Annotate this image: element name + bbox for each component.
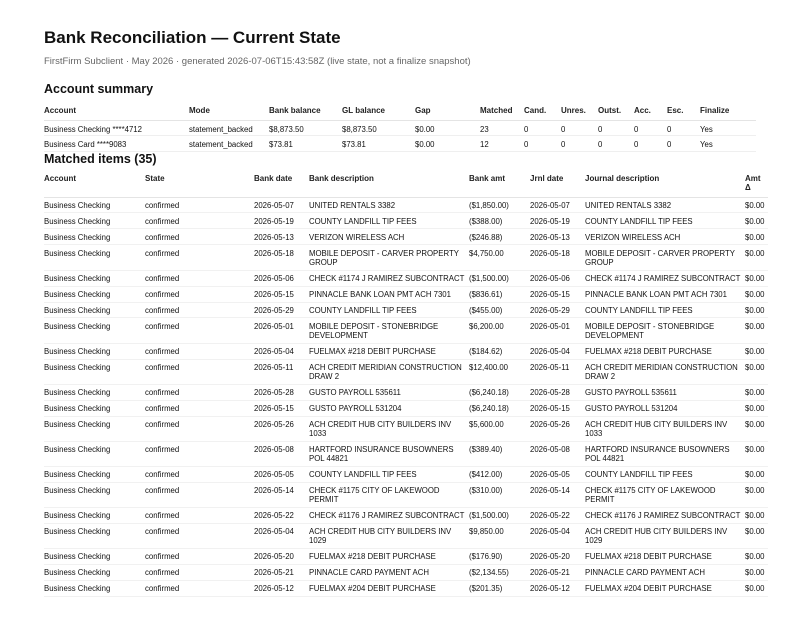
table-cell: 23 xyxy=(480,120,524,136)
table-cell: ACH CREDIT MERIDIAN CONSTRUCTION DRAW 2 xyxy=(585,359,745,384)
table-cell: CHECK #1175 CITY OF LAKEWOOD PERMIT xyxy=(309,482,469,507)
table-cell: COUNTY LANDFILL TIP FEES xyxy=(585,302,745,318)
table-cell: confirmed xyxy=(145,359,254,384)
table-cell: PINNACLE BANK LOAN PMT ACH 7301 xyxy=(585,286,745,302)
table-cell: FUELMAX #218 DEBIT PURCHASE xyxy=(585,549,745,565)
table-cell: UNITED RENTALS 3382 xyxy=(309,197,469,213)
table-cell: 2026-05-11 xyxy=(254,359,309,384)
table-cell: statement_backed xyxy=(189,136,269,152)
table-cell: 2026-05-19 xyxy=(530,213,585,229)
table-cell: Business Checking xyxy=(44,318,145,343)
table-row xyxy=(44,245,768,270)
table-cell: $0.00 xyxy=(745,270,768,286)
table-cell: ($184.62) xyxy=(469,343,530,359)
column-header: Esc. xyxy=(667,106,700,120)
table-cell: ($836.61) xyxy=(469,286,530,302)
column-header: Amt Δ xyxy=(745,174,768,198)
table-cell: confirmed xyxy=(145,343,254,359)
table-cell: 2026-05-05 xyxy=(254,467,309,483)
table-cell: GUSTO PAYROLL 531204 xyxy=(309,400,469,416)
summary-table xyxy=(44,106,756,152)
table-cell: $0.00 xyxy=(745,508,768,524)
column-header: Bank amt xyxy=(469,174,530,198)
table-cell: $0.00 xyxy=(745,441,768,466)
table-cell: 0 xyxy=(598,136,634,152)
table-cell: MOBILE DEPOSIT - STONEBRIDGE DEVELOPMENT xyxy=(585,318,745,343)
table-cell: COUNTY LANDFILL TIP FEES xyxy=(309,302,469,318)
table-cell: confirmed xyxy=(145,270,254,286)
table-cell: 2026-05-01 xyxy=(530,318,585,343)
table-cell: 2026-05-20 xyxy=(530,549,585,565)
table-cell: COUNTY LANDFILL TIP FEES xyxy=(585,213,745,229)
table-cell: ACH CREDIT HUB CITY BUILDERS INV 1033 xyxy=(309,416,469,441)
table-cell: GUSTO PAYROLL 535611 xyxy=(309,384,469,400)
table-cell: $0.00 xyxy=(745,565,768,581)
table-cell: Business Checking xyxy=(44,359,145,384)
table-cell: $0.00 xyxy=(745,318,768,343)
column-header: Cand. xyxy=(524,106,561,120)
table-cell: FUELMAX #204 DEBIT PURCHASE xyxy=(309,581,469,597)
table-cell: FUELMAX #204 DEBIT PURCHASE xyxy=(585,581,745,597)
table-row xyxy=(44,581,768,597)
table-row xyxy=(44,565,768,581)
table-row xyxy=(44,508,768,524)
table-cell: 2026-05-20 xyxy=(254,549,309,565)
table-cell: confirmed xyxy=(145,581,254,597)
table-cell: 2026-05-15 xyxy=(530,400,585,416)
table-cell: 2026-05-28 xyxy=(254,384,309,400)
table-cell: COUNTY LANDFILL TIP FEES xyxy=(309,213,469,229)
table-cell: $0.00 xyxy=(745,467,768,483)
table-cell: ($176.90) xyxy=(469,549,530,565)
table-cell: $0.00 xyxy=(745,245,768,270)
table-cell: Business Checking xyxy=(44,286,145,302)
table-cell: 2026-05-29 xyxy=(530,302,585,318)
column-header: GL balance xyxy=(342,106,415,120)
table-cell: 2026-05-22 xyxy=(530,508,585,524)
column-header: Journal description xyxy=(585,174,745,198)
table-cell: Business Checking xyxy=(44,549,145,565)
table-cell: 0 xyxy=(524,120,561,136)
table-row xyxy=(44,120,756,136)
table-cell: $0.00 xyxy=(745,482,768,507)
matched-table xyxy=(44,174,768,598)
table-cell: ($6,240.18) xyxy=(469,384,530,400)
table-cell: $0.00 xyxy=(745,549,768,565)
table-cell: ($201.35) xyxy=(469,581,530,597)
table-cell: 0 xyxy=(667,120,700,136)
table-cell: 2026-05-26 xyxy=(530,416,585,441)
matched-heading: Matched items (35) xyxy=(44,151,157,166)
table-cell: Business Checking xyxy=(44,213,145,229)
table-cell: $0.00 xyxy=(745,359,768,384)
table-cell: 2026-05-01 xyxy=(254,318,309,343)
column-header: Bank balance xyxy=(269,106,342,120)
table-cell: 12 xyxy=(480,136,524,152)
table-cell: confirmed xyxy=(145,482,254,507)
table-row xyxy=(44,467,768,483)
table-cell: 2026-05-21 xyxy=(254,565,309,581)
table-cell: Business Checking xyxy=(44,524,145,549)
table-cell: UNITED RENTALS 3382 xyxy=(585,197,745,213)
table-row xyxy=(44,213,768,229)
table-cell: ($6,240.18) xyxy=(469,400,530,416)
table-cell: confirmed xyxy=(145,565,254,581)
table-cell: ($1,500.00) xyxy=(469,508,530,524)
table-cell: confirmed xyxy=(145,400,254,416)
table-row xyxy=(44,302,768,318)
table-cell: Business Checking xyxy=(44,197,145,213)
table-cell: GUSTO PAYROLL 531204 xyxy=(585,400,745,416)
column-header: Acc. xyxy=(634,106,667,120)
table-cell: $0.00 xyxy=(745,384,768,400)
table-cell: CHECK #1174 J RAMIREZ SUBCONTRACT xyxy=(309,270,469,286)
table-cell: 2026-05-04 xyxy=(254,343,309,359)
table-cell: 2026-05-15 xyxy=(254,286,309,302)
table-row xyxy=(44,286,768,302)
column-header: Bank date xyxy=(254,174,309,198)
table-cell: confirmed xyxy=(145,245,254,270)
table-cell: PINNACLE CARD PAYMENT ACH xyxy=(309,565,469,581)
table-cell: $0.00 xyxy=(745,197,768,213)
table-cell: $73.81 xyxy=(342,136,415,152)
table-cell: Yes xyxy=(700,120,756,136)
table-cell: Business Checking xyxy=(44,565,145,581)
table-row xyxy=(44,400,768,416)
page-subtitle: FirstFirm Subclient · May 2026 · generated 2026-07-06T15:43:58Z (live state, not a finalize snapshot) xyxy=(44,56,471,67)
table-cell: confirmed xyxy=(145,441,254,466)
table-cell: VERIZON WIRELESS ACH xyxy=(585,229,745,245)
table-cell: $0.00 xyxy=(745,343,768,359)
table-cell: 2026-05-05 xyxy=(530,467,585,483)
table-cell: $0.00 xyxy=(415,120,480,136)
table-cell: $0.00 xyxy=(745,302,768,318)
table-cell: 2026-05-14 xyxy=(530,482,585,507)
table-cell: Business Checking xyxy=(44,441,145,466)
table-cell: Business Checking xyxy=(44,343,145,359)
report xyxy=(44,28,770,597)
table-row xyxy=(44,441,768,466)
table-cell: 2026-05-07 xyxy=(254,197,309,213)
table-cell: Business Checking xyxy=(44,467,145,483)
table-cell: FUELMAX #218 DEBIT PURCHASE xyxy=(309,343,469,359)
table-cell: Business Checking xyxy=(44,245,145,270)
table-row xyxy=(44,229,768,245)
column-header: Jrnl date xyxy=(530,174,585,198)
table-cell: 2026-05-06 xyxy=(254,270,309,286)
table-cell: Business Checking ****4712 xyxy=(44,120,189,136)
table-row xyxy=(44,416,768,441)
table-cell: Business Checking xyxy=(44,400,145,416)
table-cell: Business Checking xyxy=(44,302,145,318)
table-cell: Business Checking xyxy=(44,482,145,507)
table-cell: FUELMAX #218 DEBIT PURCHASE xyxy=(585,343,745,359)
table-cell: CHECK #1176 J RAMIREZ SUBCONTRACT xyxy=(585,508,745,524)
table-cell: 2026-05-18 xyxy=(254,245,309,270)
table-cell: Yes xyxy=(700,136,756,152)
table-cell: 0 xyxy=(561,136,598,152)
table-cell: $73.81 xyxy=(269,136,342,152)
table-cell: ACH CREDIT HUB CITY BUILDERS INV 1029 xyxy=(309,524,469,549)
table-cell: confirmed xyxy=(145,416,254,441)
table-cell: MOBILE DEPOSIT - STONEBRIDGE DEVELOPMENT xyxy=(309,318,469,343)
table-cell: Business Checking xyxy=(44,581,145,597)
table-cell: Business Checking xyxy=(44,229,145,245)
table-cell: 2026-05-07 xyxy=(530,197,585,213)
table-cell: ($1,500.00) xyxy=(469,270,530,286)
column-header: Account xyxy=(44,106,189,120)
table-cell: 2026-05-04 xyxy=(254,524,309,549)
column-header: Mode xyxy=(189,106,269,120)
table-cell: 2026-05-11 xyxy=(530,359,585,384)
table-cell: ACH CREDIT HUB CITY BUILDERS INV 1029 xyxy=(585,524,745,549)
table-cell: 2026-05-13 xyxy=(530,229,585,245)
summary-header-row xyxy=(44,106,756,120)
table-cell: Business Checking xyxy=(44,270,145,286)
table-cell: 0 xyxy=(561,120,598,136)
table-cell: PINNACLE BANK LOAN PMT ACH 7301 xyxy=(309,286,469,302)
table-cell: HARTFORD INSURANCE BUSOWNERS POL 44821 xyxy=(585,441,745,466)
table-cell: $0.00 xyxy=(745,286,768,302)
table-cell: VERIZON WIRELESS ACH xyxy=(309,229,469,245)
table-cell: Business Card ****9083 xyxy=(44,136,189,152)
column-header: Unres. xyxy=(561,106,598,120)
table-cell: 2026-05-12 xyxy=(530,581,585,597)
column-header: Matched xyxy=(480,106,524,120)
table-row xyxy=(44,482,768,507)
table-cell: MOBILE DEPOSIT - CARVER PROPERTY GROUP xyxy=(585,245,745,270)
table-cell: 2026-05-19 xyxy=(254,213,309,229)
table-cell: CHECK #1175 CITY OF LAKEWOOD PERMIT xyxy=(585,482,745,507)
table-cell: FUELMAX #218 DEBIT PURCHASE xyxy=(309,549,469,565)
column-header: Account xyxy=(44,174,145,198)
table-cell: 2026-05-04 xyxy=(530,524,585,549)
table-cell: confirmed xyxy=(145,229,254,245)
table-cell: confirmed xyxy=(145,524,254,549)
table-cell: $9,850.00 xyxy=(469,524,530,549)
table-cell: $5,600.00 xyxy=(469,416,530,441)
table-cell: $4,750.00 xyxy=(469,245,530,270)
matched-header-row xyxy=(44,174,768,198)
table-cell: COUNTY LANDFILL TIP FEES xyxy=(585,467,745,483)
table-cell: 2026-05-12 xyxy=(254,581,309,597)
table-cell: Business Checking xyxy=(44,508,145,524)
table-row xyxy=(44,343,768,359)
table-cell: $8,873.50 xyxy=(269,120,342,136)
table-cell: $0.00 xyxy=(745,524,768,549)
table-cell: ($246.88) xyxy=(469,229,530,245)
table-cell: 2026-05-06 xyxy=(530,270,585,286)
table-cell: Business Checking xyxy=(44,384,145,400)
table-cell: $0.00 xyxy=(415,136,480,152)
table-cell: Business Checking xyxy=(44,416,145,441)
table-cell: 2026-05-15 xyxy=(254,400,309,416)
table-cell: $6,200.00 xyxy=(469,318,530,343)
table-cell: 2026-05-04 xyxy=(530,343,585,359)
column-header: State xyxy=(145,174,254,198)
table-cell: confirmed xyxy=(145,508,254,524)
table-cell: ($1,850.00) xyxy=(469,197,530,213)
table-cell: ($2,134.55) xyxy=(469,565,530,581)
table-cell: 0 xyxy=(667,136,700,152)
table-row xyxy=(44,384,768,400)
table-cell: confirmed xyxy=(145,302,254,318)
table-cell: confirmed xyxy=(145,318,254,343)
table-cell: confirmed xyxy=(145,213,254,229)
table-cell: 2026-05-15 xyxy=(530,286,585,302)
table-cell: ($310.00) xyxy=(469,482,530,507)
table-cell: 2026-05-08 xyxy=(254,441,309,466)
table-cell: 2026-05-22 xyxy=(254,508,309,524)
table-cell: 2026-05-13 xyxy=(254,229,309,245)
table-cell: PINNACLE CARD PAYMENT ACH xyxy=(585,565,745,581)
table-row xyxy=(44,359,768,384)
table-cell: CHECK #1174 J RAMIREZ SUBCONTRACT xyxy=(585,270,745,286)
table-row xyxy=(44,270,768,286)
page-title: Bank Reconciliation — Current State xyxy=(44,28,341,47)
table-cell: $0.00 xyxy=(745,229,768,245)
table-cell: ($389.40) xyxy=(469,441,530,466)
table-cell: statement_backed xyxy=(189,120,269,136)
table-cell: 0 xyxy=(634,120,667,136)
table-row xyxy=(44,524,768,549)
table-cell: confirmed xyxy=(145,197,254,213)
table-cell: 2026-05-28 xyxy=(530,384,585,400)
table-cell: 2026-05-26 xyxy=(254,416,309,441)
table-row xyxy=(44,318,768,343)
table-cell: $8,873.50 xyxy=(342,120,415,136)
column-header: Finalize xyxy=(700,106,756,120)
table-cell: $0.00 xyxy=(745,400,768,416)
table-cell: 2026-05-21 xyxy=(530,565,585,581)
table-cell: ($388.00) xyxy=(469,213,530,229)
table-cell: CHECK #1176 J RAMIREZ SUBCONTRACT xyxy=(309,508,469,524)
table-cell: $12,400.00 xyxy=(469,359,530,384)
column-header: Outst. xyxy=(598,106,634,120)
table-cell: confirmed xyxy=(145,549,254,565)
table-cell: $0.00 xyxy=(745,416,768,441)
table-cell: 2026-05-29 xyxy=(254,302,309,318)
summary-heading: Account summary xyxy=(44,82,154,96)
table-cell: ACH CREDIT MERIDIAN CONSTRUCTION DRAW 2 xyxy=(309,359,469,384)
table-cell: confirmed xyxy=(145,286,254,302)
table-row xyxy=(44,197,768,213)
table-cell: GUSTO PAYROLL 535611 xyxy=(585,384,745,400)
table-cell: $0.00 xyxy=(745,213,768,229)
table-cell: 0 xyxy=(598,120,634,136)
column-header: Bank description xyxy=(309,174,469,198)
table-cell: MOBILE DEPOSIT - CARVER PROPERTY GROUP xyxy=(309,245,469,270)
table-cell: HARTFORD INSURANCE BUSOWNERS POL 44821 xyxy=(309,441,469,466)
table-cell: $0.00 xyxy=(745,581,768,597)
table-cell: 0 xyxy=(634,136,667,152)
table-cell: 2026-05-08 xyxy=(530,441,585,466)
table-cell: confirmed xyxy=(145,467,254,483)
table-row xyxy=(44,136,756,152)
table-cell: ($412.00) xyxy=(469,467,530,483)
table-cell: COUNTY LANDFILL TIP FEES xyxy=(309,467,469,483)
table-cell: 0 xyxy=(524,136,561,152)
table-cell: ACH CREDIT HUB CITY BUILDERS INV 1033 xyxy=(585,416,745,441)
column-header: Gap xyxy=(415,106,480,120)
table-cell: ($455.00) xyxy=(469,302,530,318)
table-cell: confirmed xyxy=(145,384,254,400)
table-cell: 2026-05-14 xyxy=(254,482,309,507)
table-row xyxy=(44,549,768,565)
table-cell: 2026-05-18 xyxy=(530,245,585,270)
